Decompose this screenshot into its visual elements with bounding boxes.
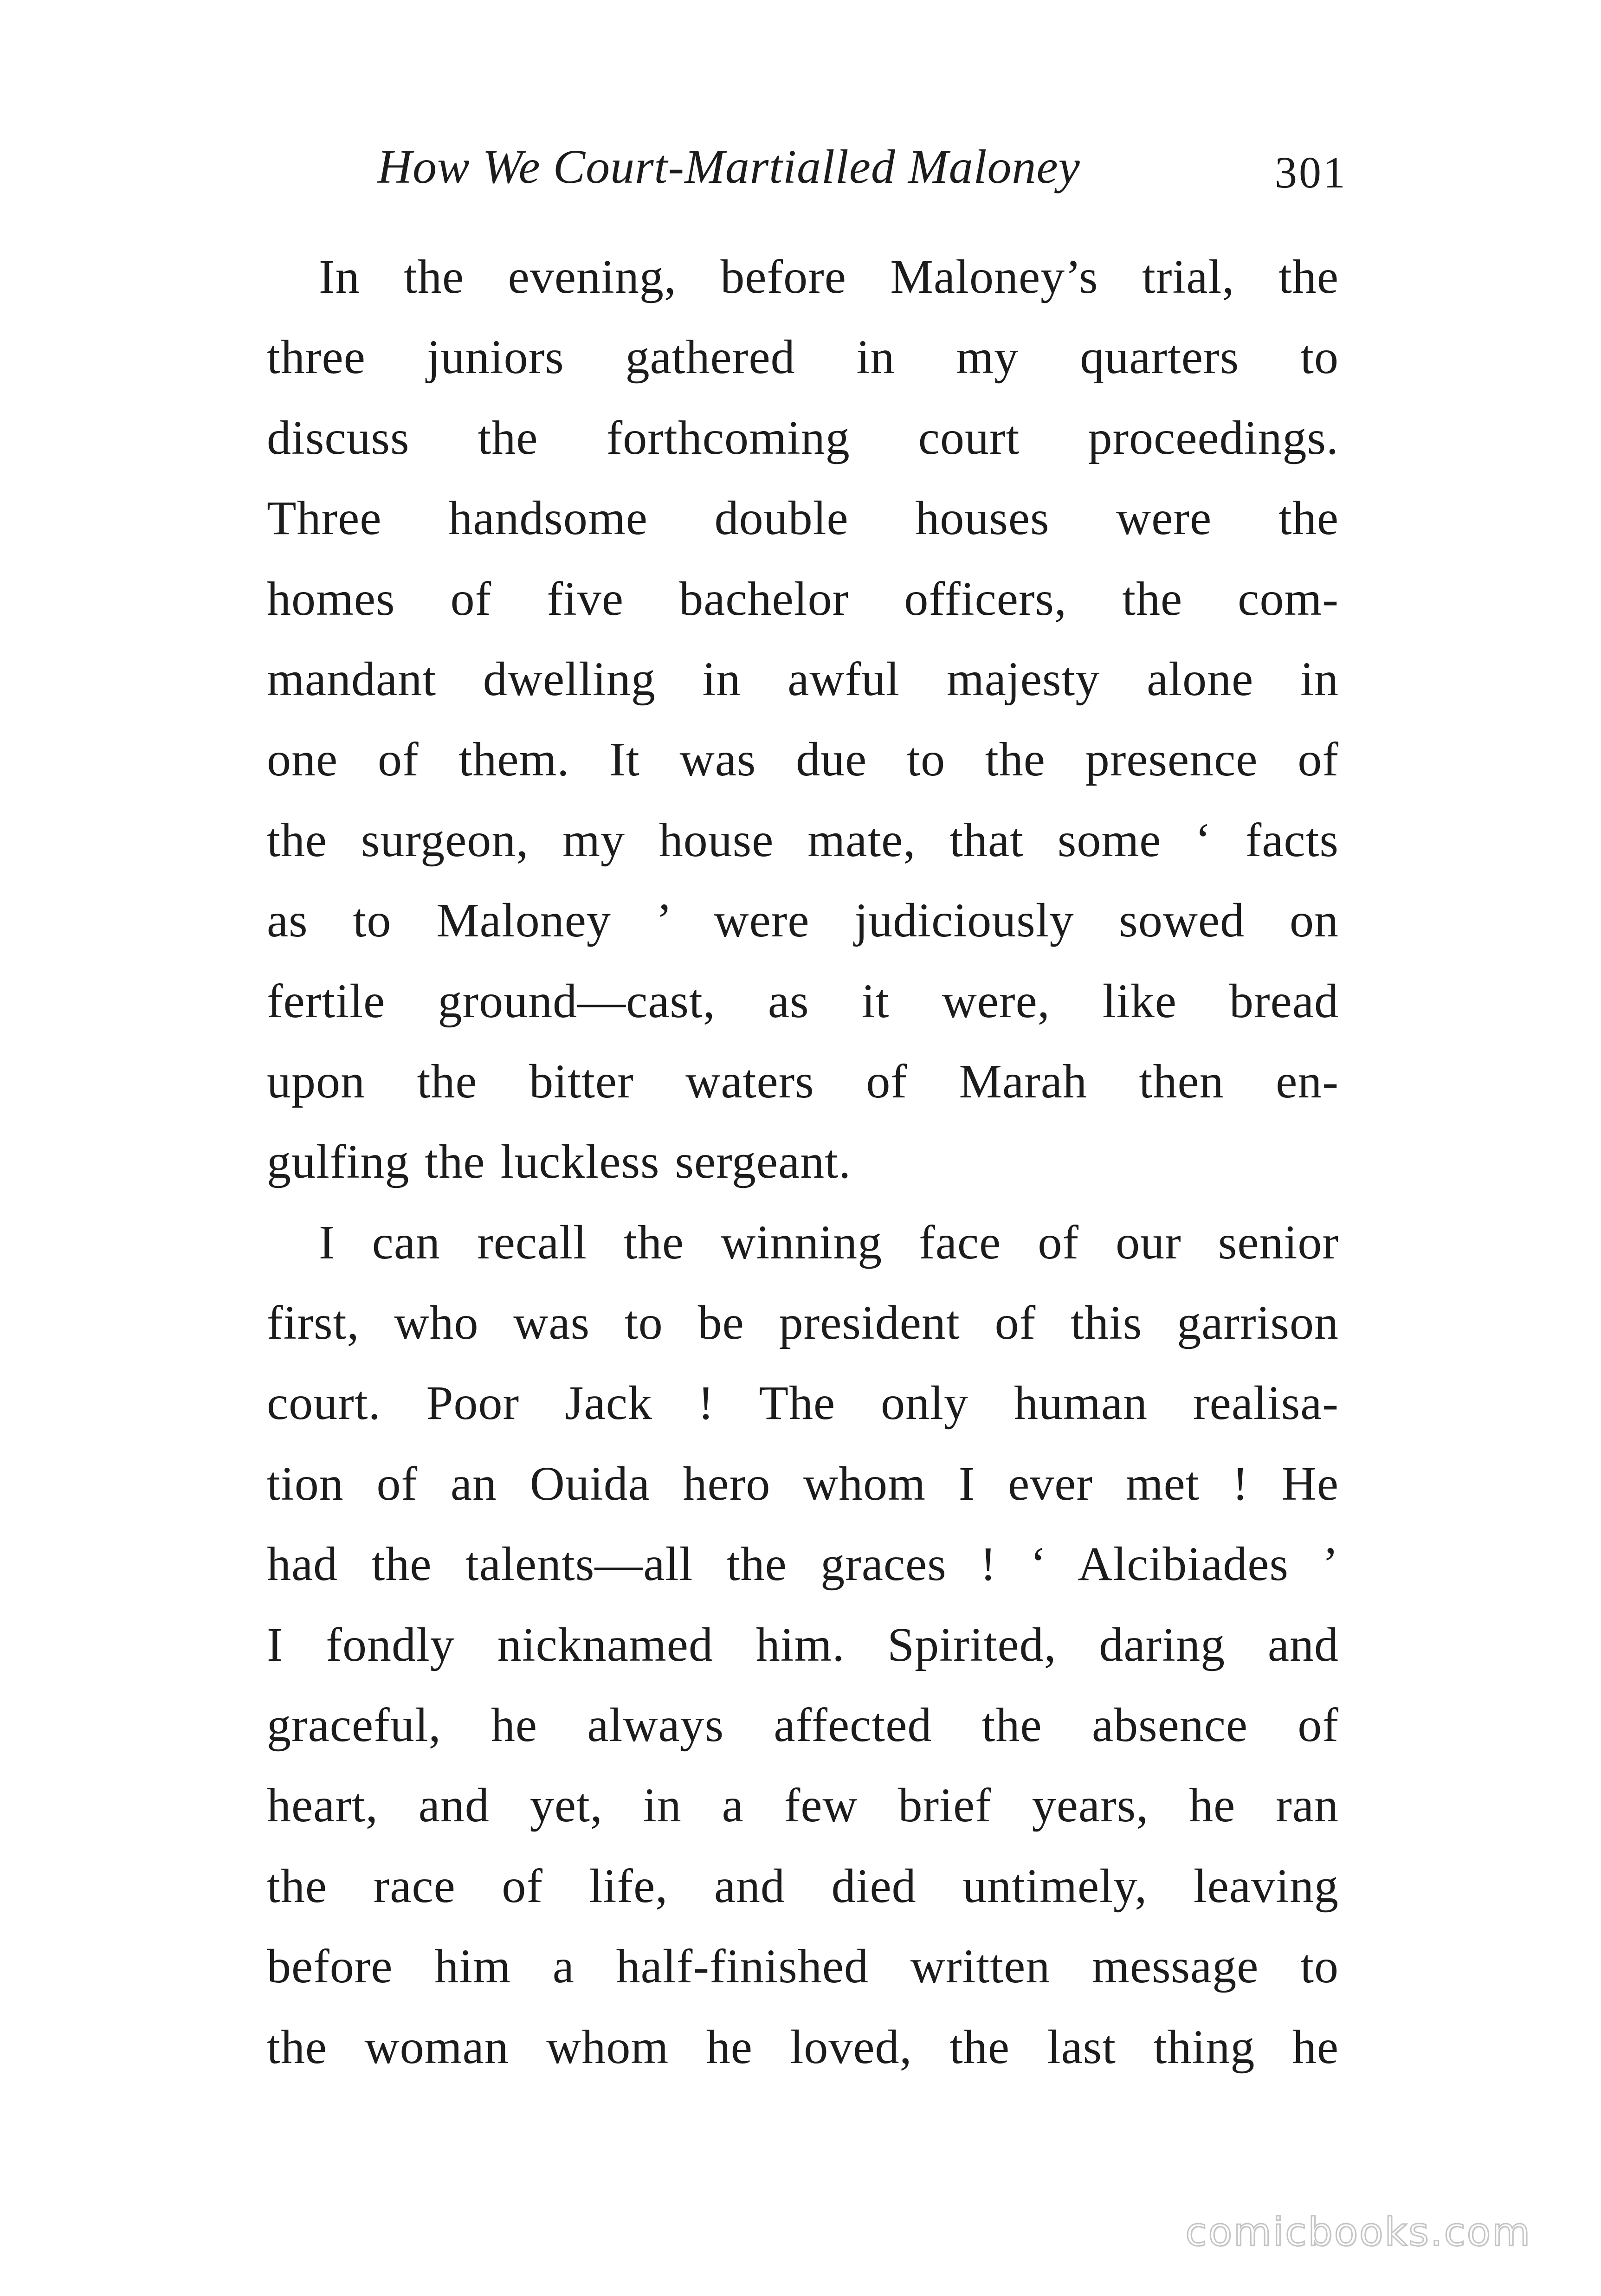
text-line: upon the bitter waters of Marah then en-	[267, 1054, 1339, 1108]
text-line: court. Poor Jack ! The only human realisa-	[267, 1376, 1339, 1430]
watermark: comicbooks.com	[1185, 2209, 1531, 2255]
text-line: tion of an Ouida hero whom I ever met ! He	[267, 1457, 1339, 1510]
text-line: one of them. It was due to the presence of	[267, 733, 1339, 787]
text-line: as to Maloney ’ were judiciously sowed on	[267, 894, 1339, 948]
text-line: I fondly nicknamed him. Spirited, daring and	[267, 1618, 1339, 1671]
text-line: three juniors gathered in my quarters to	[267, 330, 1339, 384]
text-line: In the evening, before Maloney’s trial, the	[319, 250, 1339, 303]
text-line: graceful, he always affected the absence of	[267, 1698, 1339, 1752]
page-number: 301	[1275, 148, 1347, 197]
text-line: Three handsome double houses were the	[267, 491, 1339, 545]
text-line: the race of life, and died untimely, leaving	[267, 1859, 1339, 1913]
running-title: How We Court-Martialled Maloney	[377, 140, 1080, 193]
running-head	[377, 137, 1347, 197]
text-line: fertile ground—cast, as it were, like bread	[267, 974, 1339, 1028]
text-line: before him a half-finished written message to	[267, 1940, 1339, 1993]
text-line: had the talents—all the graces ! ‘ Alcibiades ’	[267, 1537, 1339, 1591]
text-line: homes of five bachelor officers, the com-	[267, 572, 1339, 626]
text-line: the surgeon, my house mate, that some ‘ facts	[267, 813, 1339, 867]
text-line: gulfing the luckless sergeant.	[267, 1135, 852, 1189]
text-line: heart, and yet, in a few brief years, he ran	[267, 1779, 1339, 1832]
text-line: the woman whom he loved, the last thing he	[267, 2020, 1339, 2074]
text-line: first, who was to be president of this garrison	[267, 1296, 1339, 1350]
text-line: I can recall the winning face of our senior	[319, 1215, 1339, 1269]
text-line: discuss the forthcoming court proceedings.	[267, 411, 1339, 464]
body-text	[267, 237, 1339, 2087]
text-line: mandant dwelling in awful majesty alone in	[267, 652, 1339, 706]
